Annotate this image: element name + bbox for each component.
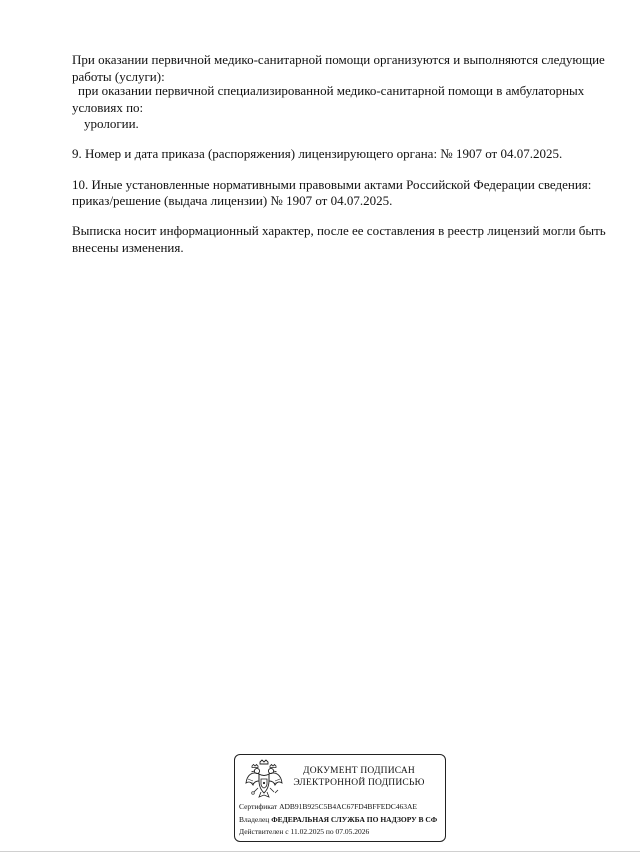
note-line-2: внесены изменения. <box>72 240 184 255</box>
stamp-title <box>285 765 433 789</box>
item-9: 9. Номер и дата приказа (распоряжения) лицензирующего органа: № 1907 от 04.07.2025. <box>72 146 563 161</box>
note-line-1: Выписка носит информационный характер, после ее составления в реестр лицензий могли быть <box>72 223 606 238</box>
service-line-2: условиях по: <box>72 100 144 115</box>
intro-line-2: работы (услуги): <box>72 69 165 84</box>
service-item: урологии. <box>84 116 139 131</box>
certificate-line <box>239 802 417 812</box>
signature-stamp <box>234 754 446 842</box>
page-bottom-divider <box>0 851 640 852</box>
intro-line-1: При оказании первичной медико-санитарной помощи организуются и выполняются следующие <box>72 52 605 67</box>
stamp-title-line-1: ДОКУМЕНТ ПОДПИСАН <box>303 766 415 776</box>
certificate-value: ADB91B925C5B4AC67FD4BFFEDC463AE <box>279 802 418 811</box>
validity-line: Действителен с 11.02.2025 по 07.05.2026 <box>239 827 370 836</box>
owner-line <box>239 815 437 825</box>
item-10-line-1: 10. Иные установленные нормативными правовыми актами Российской Федерации сведения: <box>72 177 592 192</box>
item-10-line-2: приказ/решение (выдача лицензии) № 1907 от 04.07.2025. <box>72 193 393 208</box>
stamp-title-line-2: ЭЛЕКТРОННОЙ ПОДПИСЬЮ <box>293 778 425 788</box>
certificate-label: Сертификат <box>239 802 278 811</box>
owner-label: Владелец <box>239 815 270 824</box>
owner-value: ФЕДЕРАЛЬНАЯ СЛУЖБА ПО НАДЗОРУ В СФ <box>271 815 438 824</box>
coat-of-arms-icon <box>244 759 284 801</box>
service-line-1: при оказании первичной специализированной медико-санитарной помощи в амбулаторных <box>78 83 585 98</box>
